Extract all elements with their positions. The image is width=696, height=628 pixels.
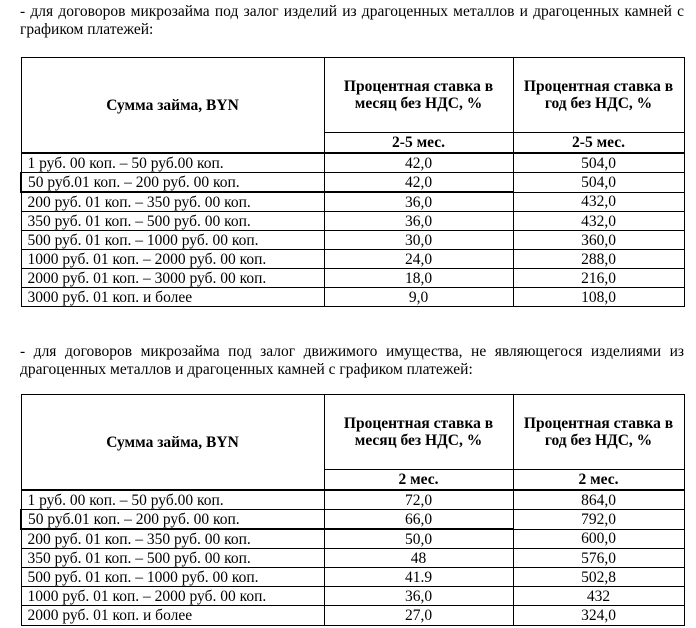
yearly-rate-cell: 432,0 [513, 212, 684, 231]
monthly-rate-cell: 36,0 [324, 587, 513, 606]
yearly-rate-cell: 432 [513, 587, 684, 606]
table-row [21, 529, 684, 549]
term-monthly: 2-5 мес. [324, 133, 513, 154]
monthly-rate-cell: 36,0 [324, 212, 513, 231]
amount-cell: 1 руб. 00 коп. – 50 руб.00 коп. [21, 153, 324, 173]
section2-intro-line1: - для договоров микрозайма под залог движимого имущества, не являющегося изделиями из [20, 343, 684, 360]
monthly-rate-cell: 48 [324, 549, 513, 568]
table-row [21, 490, 684, 510]
yearly-rate-cell: 288,0 [513, 250, 684, 269]
yearly-rate-cell: 324,0 [513, 606, 684, 626]
table-row [21, 153, 684, 173]
amount-cell: 500 руб. 01 коп. – 1000 руб. 00 коп. [21, 231, 324, 250]
amount-cell: 2000 руб. 01 коп. – 3000 руб. 00 коп. [21, 269, 324, 288]
rates-table-precious-metals [20, 57, 685, 307]
term-monthly: 2 мес. [324, 470, 513, 491]
header-amount: Сумма займа, BYN [21, 395, 324, 491]
yearly-rate-cell: 504,0 [513, 153, 684, 173]
table-row [21, 288, 684, 307]
yearly-rate-cell: 360,0 [513, 231, 684, 250]
monthly-rate-cell: 42,0 [324, 153, 513, 173]
yearly-rate-cell: 504,0 [513, 173, 684, 193]
table-row [21, 510, 684, 530]
yearly-rate-cell: 216,0 [513, 269, 684, 288]
monthly-rate-cell: 50,0 [324, 529, 513, 549]
amount-cell: 50 руб.01 коп. – 200 руб. 00 коп. [21, 173, 324, 193]
yearly-rate-cell: 864,0 [513, 490, 684, 510]
amount-cell: 1000 руб. 01 коп. – 2000 руб. 00 коп. [21, 250, 324, 269]
amount-cell: 2000 руб. 01 коп. и более [21, 606, 324, 626]
yearly-rate-cell: 502,8 [513, 568, 684, 587]
table-row [21, 231, 684, 250]
table-row [21, 173, 684, 193]
amount-cell: 50 руб.01 коп. – 200 руб. 00 коп. [21, 510, 324, 530]
yearly-rate-cell: 792,0 [513, 510, 684, 530]
monthly-rate-cell: 18,0 [324, 269, 513, 288]
header-monthly-rate: Процентная ставка в месяц без НДС, % [324, 58, 513, 133]
amount-cell: 350 руб. 01 коп. – 500 руб. 00 коп. [21, 549, 324, 568]
table-row [21, 250, 684, 269]
table-row [21, 192, 684, 212]
table-header-row [21, 58, 684, 133]
amount-cell: 500 руб. 01 коп. – 1000 руб. 00 коп. [21, 568, 324, 587]
amount-cell: 200 руб. 01 коп. – 350 руб. 00 коп. [21, 529, 324, 549]
monthly-rate-cell: 36,0 [324, 192, 513, 212]
table-row [21, 549, 684, 568]
monthly-rate-cell: 27,0 [324, 606, 513, 626]
amount-cell: 1000 руб. 01 коп. – 2000 руб. 00 коп. [21, 587, 324, 606]
yearly-rate-cell: 108,0 [513, 288, 684, 307]
amount-cell: 350 руб. 01 коп. – 500 руб. 00 коп. [21, 212, 324, 231]
section1-intro: - для договоров микрозайма под залог изделий из драгоценных металлов и драгоценных камней с графиком платежей: [20, 3, 684, 38]
section2-intro [20, 343, 684, 379]
monthly-rate-cell: 66,0 [324, 510, 513, 530]
table-header-row [21, 395, 684, 470]
header-yearly-rate: Процентная ставка в год без НДС, % [513, 58, 684, 133]
table-row [21, 269, 684, 288]
amount-cell: 1 руб. 00 коп. – 50 руб.00 коп. [21, 490, 324, 510]
table-row [21, 587, 684, 606]
yearly-rate-cell: 576,0 [513, 549, 684, 568]
term-yearly: 2 мес. [513, 470, 684, 491]
header-amount: Сумма займа, BYN [21, 58, 324, 154]
amount-cell: 3000 руб. 01 коп. и более [21, 288, 324, 307]
term-yearly: 2-5 мес. [513, 133, 684, 154]
monthly-rate-cell: 41.9 [324, 568, 513, 587]
yearly-rate-cell: 432,0 [513, 192, 684, 212]
table-row [21, 212, 684, 231]
section2-intro-line2: драгоценных металлов и драгоценных камней с графиком платежей: [20, 361, 473, 378]
monthly-rate-cell: 9,0 [324, 288, 513, 307]
monthly-rate-cell: 24,0 [324, 250, 513, 269]
rates-table-movable-property [20, 394, 685, 626]
monthly-rate-cell: 42,0 [324, 173, 513, 193]
monthly-rate-cell: 72,0 [324, 490, 513, 510]
table-row [21, 568, 684, 587]
header-monthly-rate: Процентная ставка в месяц без НДС, % [324, 395, 513, 470]
table-row [21, 606, 684, 626]
amount-cell: 200 руб. 01 коп. – 350 руб. 00 коп. [21, 192, 324, 212]
yearly-rate-cell: 600,0 [513, 529, 684, 549]
header-yearly-rate: Процентная ставка в год без НДС, % [513, 395, 684, 470]
monthly-rate-cell: 30,0 [324, 231, 513, 250]
